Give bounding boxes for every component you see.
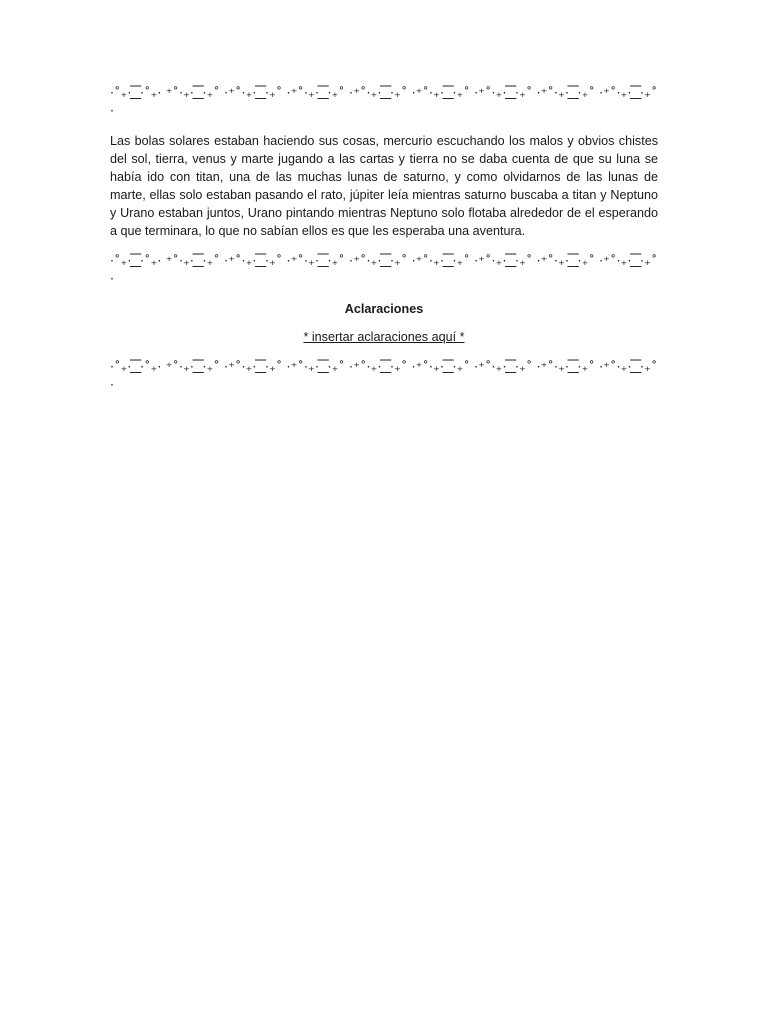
decorative-divider-bottom: ·˚₊· ͟͟͞͞ ·˚₊· ⁺˚·₊· ͟͟͞͞ ·₊˚ ·⁺˚·₊· ͟͟͞͞ ·₊˚ ·⁺˚·₊· ͟͟͞͞ ·₊˚ ·⁺˚·₊· ͟͟͞͞ ·₊˚ ·⁺˚·₊· ͟͟͞͞ ·₊˚ ·⁺˚·₊· ͟͟͞͞ ·₊˚ ·⁺˚·₊· ͟͟͞͞ ·₊˚ ·⁺˚·₊· ͟͟͞͞ ·₊˚ · (110, 359, 658, 392)
clarifications-placeholder: * insertar aclaraciones aquí * (303, 330, 465, 344)
story-paragraph: Las bolas solares estaban haciendo sus cosas, mercurio escuchando los malos y obvios chistes del sol, tierra, venus y marte jugando a las cartas y tierra no se daba cuenta de que su luna se había ido con titan, una de las muchas lunas de saturno, y como olvidarnos de las lunas de marte, ellas solo estaban pasando el rato, júpiter leía mientras saturno buscaba a titan y Neptuno y Urano estaban juntos, Urano pintando mientras Neptuno solo flotaba alrededor de el esperando a que terminara, lo que no sabían ellos es que les esperaba una aventura. (110, 134, 658, 238)
decorative-divider-middle: ·˚₊· ͟͟͞͞ ·˚₊· ⁺˚·₊· ͟͟͞͞ ·₊˚ ·⁺˚·₊· ͟͟͞͞ ·₊˚ ·⁺˚·₊· ͟͟͞͞ ·₊˚ ·⁺˚·₊· ͟͟͞͞ ·₊˚ ·⁺˚·₊· ͟͟͞͞ ·₊˚ ·⁺˚·₊· ͟͟͞͞ ·₊˚ ·⁺˚·₊· ͟͟͞͞ ·₊˚ ·⁺˚·₊· ͟͟͞͞ ·₊˚ · (110, 253, 658, 286)
clarifications-heading: Aclaraciones (344, 302, 424, 316)
document-page (110, 84, 658, 394)
decorative-divider-top: ·˚₊· ͟͟͞͞ ·˚₊· ⁺˚·₊· ͟͟͞͞ ·₊˚ ·⁺˚·₊· ͟͟͞͞ ·₊˚ ·⁺˚·₊· ͟͟͞͞ ·₊˚ ·⁺˚·₊· ͟͟͞͞ ·₊˚ ·⁺˚·₊· ͟͟͞͞ ·₊˚ ·⁺˚·₊· ͟͟͞͞ ·₊˚ ·⁺˚·₊· ͟͟͞͞ ·₊˚ ·⁺˚·₊· ͟͟͞͞ ·₊˚ · (110, 85, 658, 118)
